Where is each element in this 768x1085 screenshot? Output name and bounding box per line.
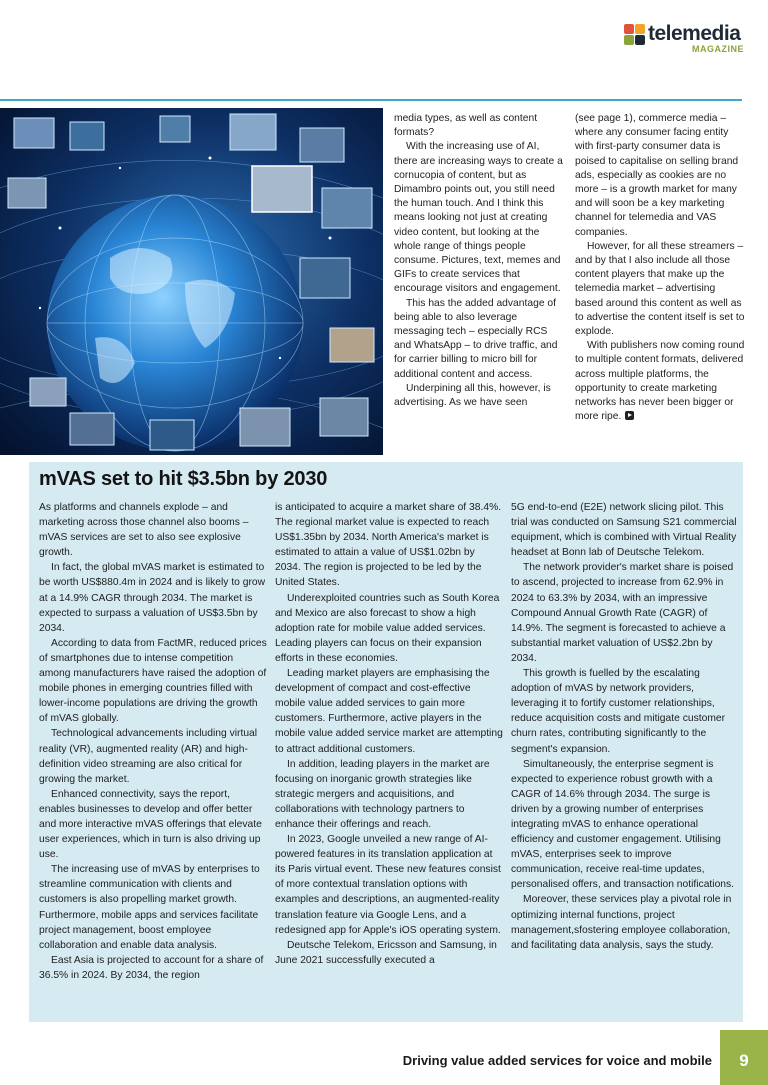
sidebar-box <box>29 462 743 1022</box>
box-text-column-2 <box>275 500 503 968</box>
paragraph: The increasing use of mVAS by enterprises to streamline communication with clients and customers is also propelling market growth. Furthermore, mobile apps and services facilitate project management, boost employee collaboration and enable data analysis. <box>39 864 260 951</box>
header-rule <box>0 99 742 101</box>
paragraph <box>575 339 745 424</box>
paragraph: Simultaneously, the enterprise segment is expected to experience robust growth with a CAGR of 14.6% through 2034. The surge is driven by a growing number of enterprises integrating mVAS to enhance operational efficiency and customer engagement. Utilising mVAS, enterprises seek to improve communication, receive real-time updates, personalised offers, and transaction notifications. <box>511 758 735 891</box>
paragraph: In addition, leading players in the market are focusing on inorganic growth strategies like strategic mergers and acquisitions, and collaborations with technology partners to enhance their offerings and reach. <box>275 758 490 830</box>
end-of-article-icon <box>625 411 634 420</box>
paragraph: However, for all these streamers – and by that I also include all those content players that make up the telemedia market – advertising based around this content as well as to advertise the content itself is set to explode. <box>575 240 745 338</box>
paragraph: media types, as well as content formats? <box>394 113 538 139</box>
footer-tagline: Driving value added services for voice and mobile <box>402 1053 712 1068</box>
paragraph: With the increasing use of AI, there are increasing ways to create a cornucopia of content, but as Dimambro points out, you still need the human touch. And I think this means looking not just at creating video content, but looking at the whole range of things people consume. Pictures, text, memes and GIFs to create services that encourage visitors and engagement. <box>394 141 563 295</box>
paragraph: This growth is fuelled by the escalating adoption of mVAS by network providers, leveraging it to fortify customer relationships, reduce acquisition costs and mitigate customer churn rates, contributing significantly to the segment's expansion. <box>511 668 726 755</box>
paragraph: Moreover, these services play a pivotal role in optimizing internal functions, project management,sfostering employee collaboration, and facilitating data analysis, says the study. <box>511 894 732 951</box>
hero-image <box>0 108 383 455</box>
logo-wordmark: telemedia <box>648 22 741 45</box>
box-title: mVAS set to hit $3.5bn by 2030 <box>39 468 328 490</box>
paragraph: This has the added advantage of being able to also leverage messaging tech – especially RCS and WhatsApp – to drive traffic, and for carrier billing to micro bill for additional content and access. <box>394 297 558 380</box>
box-text-column-1 <box>39 500 267 983</box>
paragraph: East Asia is projected to account for a share of 36.5% in 2024. By 2034, the region <box>39 954 264 981</box>
paragraph: Underpining all this, however, is advertising. As we have seen <box>394 382 551 409</box>
box-text-column-3 <box>511 500 739 953</box>
paragraph: Leading market players are emphasising the development of compact and cost-effective mobile value added services to gain more customers. Furthermore, active players in the mobile value added service market are attempting to attract additional customers. <box>275 668 503 755</box>
paragraph-text: With publishers now coming round to multiple content formats, delivered across multiple platforms, the opportunity to create marketing networks has never been bigger or more ripe. <box>575 340 745 423</box>
page-number: 9 <box>739 1051 749 1070</box>
paragraph: 5G end-to-end (E2E) network slicing pilot. This trial was conducted on Samsung S21 commercial equipment, which is combined with Virtual Reality headset at Bonn lab of Deutsche Telekom. <box>511 502 737 559</box>
paragraph: Enhanced connectivity, says the report, enables businesses to develop and offer better and more interactive mVAS offerings that elevate user experiences, which in turn is also driving up use. <box>39 788 262 861</box>
logo-mark-icon <box>624 24 646 46</box>
paragraph: In 2023, Google unveiled a new range of AI-powered features in its translation application at its Paris virtual event. These new features consist of more contextual translation options with examples and descriptions, an augmented-reality translation feature via Google Lens, and a redesigned app for Apple's iOS operating system. <box>275 834 501 936</box>
top-text-column-2 <box>575 112 745 424</box>
paragraph: Underexploited countries such as South Korea and Mexico are also forecast to show a high adoption rate for mobile value added services. Leading players can focus on their expansion efforts in these economies. <box>275 592 500 664</box>
paragraph: The network provider's market share is poised to ascend, projected to increase from 62.9% in 2024 to 63.3% by 2034, with an impressive Compound Annual Growth Rate (CAGR) of 14.9%. The segment is forecasted to achieve a substantial market valuation of US$2.2bn by 2034. <box>511 562 734 664</box>
logo-subtitle: MAGAZINE <box>692 44 744 54</box>
paragraph: In fact, the global mVAS market is estimated to be worth US$880.4m in 2024 and is likely to grow at a 14.9% CAGR through 2034. The market is expected to surpass a valuation of US$3.5bn by 2034. <box>39 562 266 634</box>
paragraph: is anticipated to acquire a market share of 38.4%. The regional market value is expected to reach US$1.35bn by 2034. North America's market is estimated to attain a value of US$1.02bn by 2034. The region is projected to be led by the United States. <box>275 502 502 589</box>
paragraph: As platforms and channels explode – and marketing across those channel also booms – mVAS services are set to also see explosive growth. <box>39 502 249 559</box>
top-text-column-1 <box>394 112 564 410</box>
page-number-tab <box>720 1030 768 1085</box>
telemedia-logo <box>624 22 744 58</box>
paragraph: Deutsche Telekom, Ericsson and Samsung, in June 2021 successfully executed a <box>275 939 497 966</box>
globe-network-icon <box>0 108 383 455</box>
paragraph: (see page 1), commerce media – where any consumer facing entity with first-party consumer data is poised to capitalise on selling brand ads, especially as cookies are no more – is a growth market for many and will soon be a key marketing channel for telemedia and VAS companies. <box>575 113 739 238</box>
paragraph: According to data from FactMR, reduced prices of smartphones due to intense competition among manufacturers have raised the adoption of mobile phones in emerging countries filled with lower-income populations are driving the growth of mVAS globally. <box>39 637 267 725</box>
paragraph: Technological advancements including virtual reality (VR), augmented reality (AR) and high-definition video streaming are also critical for growing the market. <box>39 728 258 785</box>
